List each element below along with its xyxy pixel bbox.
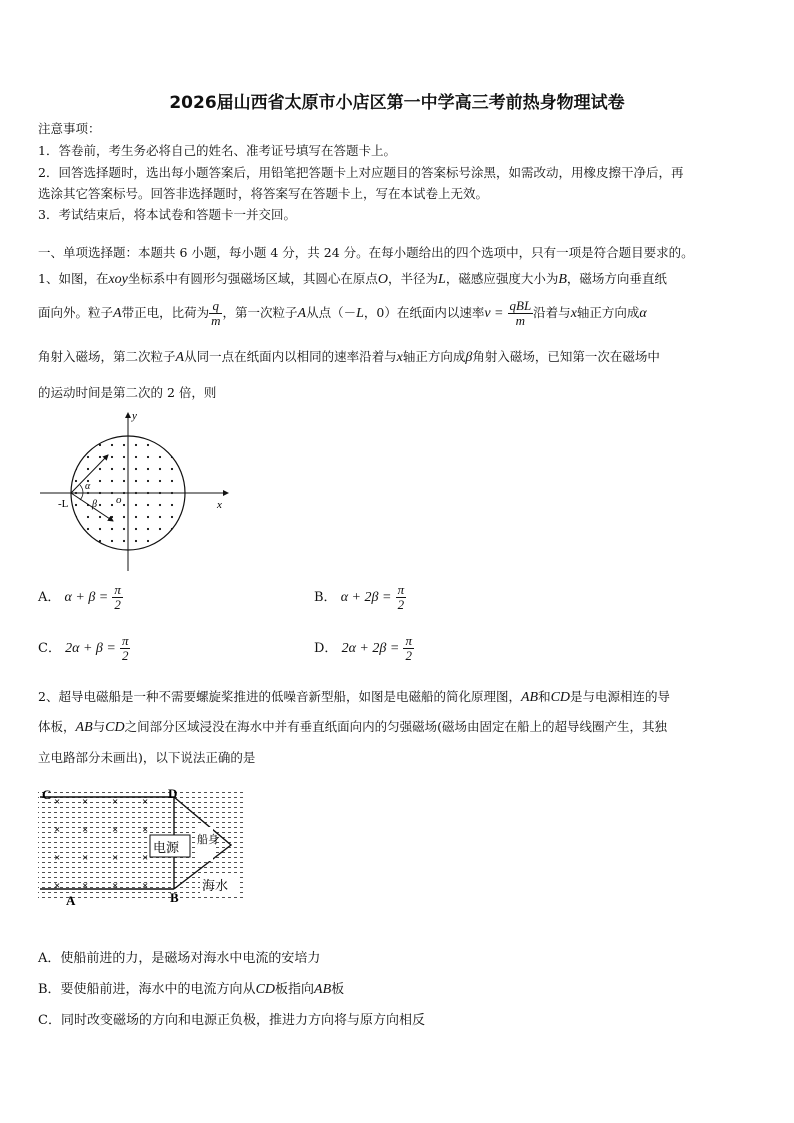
q2-text: B．要使船前进，海水中的电流方向从 bbox=[38, 982, 256, 997]
field-dot bbox=[135, 516, 137, 518]
field-dot bbox=[99, 504, 101, 506]
field-dot bbox=[99, 456, 101, 458]
field-dot bbox=[123, 528, 125, 530]
q1-math-xoy: xoy bbox=[108, 272, 128, 287]
field-dot bbox=[123, 516, 125, 518]
q1-text: 轴正方向成 bbox=[402, 349, 466, 364]
option-expr: 2α + 2β = bbox=[341, 641, 400, 656]
field-dot bbox=[99, 480, 101, 482]
field-cross: × bbox=[82, 796, 89, 808]
field-dot bbox=[123, 540, 125, 542]
field-dot bbox=[147, 516, 149, 518]
option-B[interactable] bbox=[314, 583, 406, 612]
option-fraction bbox=[396, 583, 407, 612]
option-A[interactable] bbox=[38, 583, 123, 612]
q2-option-B[interactable] bbox=[38, 978, 344, 998]
q2-text: 是与电源相连的导 bbox=[570, 689, 671, 704]
field-cross: × bbox=[82, 824, 89, 836]
field-dot bbox=[111, 516, 113, 518]
field-cross: × bbox=[142, 824, 149, 836]
field-cross: × bbox=[112, 852, 119, 864]
field-cross: × bbox=[82, 880, 89, 892]
field-dot bbox=[171, 468, 173, 470]
option-expr: α + 2β = bbox=[340, 590, 392, 605]
field-dot bbox=[159, 468, 161, 470]
option-expr: α + β = bbox=[64, 590, 109, 605]
field-dot bbox=[171, 480, 173, 482]
field-dot bbox=[171, 516, 173, 518]
field-dot bbox=[111, 480, 113, 482]
field-dot bbox=[135, 468, 137, 470]
field-dot bbox=[147, 504, 149, 506]
field-dot bbox=[123, 456, 125, 458]
q1-text: 面向外。粒子 bbox=[38, 305, 114, 320]
field-dot bbox=[87, 516, 89, 518]
q1-text: 带正电，比荷为 bbox=[121, 305, 210, 320]
option-label: D． bbox=[314, 641, 338, 656]
field-dot bbox=[147, 456, 149, 458]
alpha-label: α bbox=[85, 481, 91, 492]
q2-line-1 bbox=[38, 689, 670, 706]
field-dot bbox=[87, 456, 89, 458]
field-dot bbox=[99, 516, 101, 518]
option-label: C． bbox=[38, 641, 61, 656]
q1-math-B: B bbox=[558, 272, 567, 287]
electromagnetic-ship-figure bbox=[36, 785, 248, 907]
field-dot bbox=[147, 468, 149, 470]
q1-line-2 bbox=[38, 299, 647, 328]
notice-item-2: 2．回答选择题时，选出每小题答案后，用铅笔把答题卡上对应题目的答案标号涂黑，如需改动，用橡皮擦干净后，再 bbox=[38, 165, 684, 180]
q1-text: 从同一点在纸面内以相同的速率沿着与 bbox=[184, 349, 397, 364]
q2-text: 体板， bbox=[38, 719, 76, 734]
field-cross: × bbox=[54, 880, 61, 892]
q1-text: ，磁感应强度大小为 bbox=[445, 271, 559, 286]
q1-math-x: x bbox=[396, 350, 403, 365]
q2-option-A[interactable]: A．使船前进的力，是磁场对海水中电流的安培力 bbox=[38, 951, 321, 966]
q2-text: 之间部分区域浸没在海水中并有垂直纸面向内的匀强磁场(磁场由固定在船上的超导线圈产生，其独 bbox=[124, 719, 667, 734]
q1-text: 角射入磁场，已知第一次在磁场中 bbox=[472, 349, 660, 364]
field-cross: × bbox=[54, 796, 61, 808]
q2-option-C[interactable]: C．同时改变磁场的方向和电源正负极，推进力方向将与原方向相反 bbox=[38, 1013, 425, 1028]
field-cross: × bbox=[112, 796, 119, 808]
field-cross: × bbox=[142, 852, 149, 864]
field-dot bbox=[123, 480, 125, 482]
field-dot bbox=[75, 480, 77, 482]
field-dot bbox=[99, 444, 101, 446]
fraction-denominator: 2 bbox=[405, 648, 412, 663]
option-fraction bbox=[403, 634, 414, 663]
q1-line-1 bbox=[38, 271, 667, 288]
field-dot bbox=[159, 456, 161, 458]
q2-text: 和 bbox=[538, 689, 551, 704]
option-label: A． bbox=[38, 590, 61, 605]
field-dot bbox=[75, 528, 77, 530]
field-dot bbox=[147, 528, 149, 530]
q1-math-L: L bbox=[438, 272, 446, 287]
q1-text: 沿着与 bbox=[533, 305, 571, 320]
field-cross: × bbox=[142, 880, 149, 892]
field-cross: × bbox=[142, 796, 149, 808]
field-dot bbox=[171, 444, 173, 446]
option-fraction bbox=[112, 583, 123, 612]
field-dot bbox=[111, 444, 113, 446]
q2-math-CD: CD bbox=[255, 982, 276, 997]
field-cross: × bbox=[54, 852, 61, 864]
q1-text: ，半径为 bbox=[388, 271, 439, 286]
field-dot bbox=[159, 516, 161, 518]
q2-math-AB: AB bbox=[314, 982, 332, 997]
fraction-denominator: m bbox=[515, 313, 526, 328]
q1-text: ，磁场方向垂直纸 bbox=[566, 271, 667, 286]
field-cross: × bbox=[112, 880, 119, 892]
option-label: B． bbox=[314, 590, 337, 605]
notice-item-2-cont: 选涂其它答案标号。回答非选择题时，将答案写在答题卡上，写在本试卷上无效。 bbox=[38, 186, 489, 201]
q1-text: 坐标系中有圆形匀强磁场区域，其圆心在原点 bbox=[127, 271, 378, 286]
q1-text: ，第一次粒子 bbox=[222, 305, 298, 320]
q1-text: 角射入磁场，第二次粒子 bbox=[38, 349, 176, 364]
field-dot bbox=[111, 540, 113, 542]
field-dot bbox=[75, 456, 77, 458]
q1-math-alpha: α bbox=[639, 306, 647, 321]
field-dot bbox=[87, 540, 89, 542]
q2-text: 与 bbox=[92, 719, 106, 734]
field-dot bbox=[87, 444, 89, 446]
field-dot bbox=[75, 504, 77, 506]
field-dot bbox=[159, 528, 161, 530]
power-source-label: 电源 bbox=[153, 841, 180, 856]
field-dot bbox=[123, 444, 125, 446]
q1-math-A: A bbox=[113, 306, 122, 321]
field-cross: × bbox=[112, 824, 119, 836]
label-D: D bbox=[168, 786, 178, 801]
x-axis-label: x bbox=[217, 499, 222, 511]
fraction-numerator: π bbox=[397, 582, 405, 597]
field-dot bbox=[75, 444, 77, 446]
field-dot bbox=[123, 468, 125, 470]
field-dot bbox=[147, 480, 149, 482]
field-cross: × bbox=[82, 852, 89, 864]
q2-text: 板指向 bbox=[275, 982, 315, 997]
field-dot bbox=[111, 468, 113, 470]
q1-line-3 bbox=[38, 349, 660, 366]
field-dot bbox=[159, 480, 161, 482]
notice-item-1: 1．答卷前，考生务必将自己的姓名、准考证号填写在答题卡上。 bbox=[38, 143, 396, 158]
field-dot bbox=[135, 528, 137, 530]
field-dot bbox=[135, 456, 137, 458]
field-dot bbox=[99, 528, 101, 530]
hull-label: 船身 bbox=[197, 833, 219, 846]
label-A: A bbox=[66, 893, 76, 907]
option-fraction bbox=[120, 634, 131, 663]
field-dot bbox=[123, 504, 125, 506]
q2-line-3: 立电路部分未画出)，以下说法正确的是 bbox=[38, 750, 256, 765]
fraction-numerator: π bbox=[405, 633, 412, 648]
q2-math-AB: AB bbox=[520, 690, 539, 705]
field-dot bbox=[111, 456, 113, 458]
origin-label: o bbox=[116, 494, 122, 506]
field-dot bbox=[135, 444, 137, 446]
field-dot bbox=[135, 540, 137, 542]
q1-line-4: 的运动时间是第二次的 2 倍，则 bbox=[38, 385, 217, 400]
fraction-denominator: 2 bbox=[397, 597, 405, 612]
beta-label: β bbox=[92, 499, 97, 510]
field-dot bbox=[111, 528, 113, 530]
field-dot bbox=[99, 468, 101, 470]
fraction-denominator: 2 bbox=[121, 648, 129, 663]
label-C: C bbox=[42, 787, 52, 802]
q1-math-O: O bbox=[377, 272, 389, 287]
q2-text: 板 bbox=[331, 982, 345, 997]
field-dot bbox=[135, 480, 137, 482]
y-axis-label: y bbox=[132, 410, 137, 422]
field-dot bbox=[87, 528, 89, 530]
q2-math-CD: CD bbox=[105, 720, 125, 735]
q2-math-AB: AB bbox=[75, 720, 93, 735]
field-dot bbox=[159, 504, 161, 506]
q1-text: 轴正方向成 bbox=[576, 305, 640, 320]
fraction-numerator: qBL bbox=[509, 298, 532, 313]
notice-item-3: 3．考试结束后，将本试卷和答题卡一并交回。 bbox=[38, 207, 296, 222]
sea-label: 海水 bbox=[202, 879, 229, 894]
field-dot bbox=[87, 468, 89, 470]
page-title: 2026届山西省太原市小店区第一中学高三考前热身物理试卷 bbox=[169, 93, 625, 113]
q1-text: ，0）在纸面内以速率 bbox=[363, 305, 485, 320]
magnetic-field-figure bbox=[36, 405, 236, 575]
field-dot bbox=[111, 504, 113, 506]
q1-math-A: A bbox=[297, 306, 307, 321]
fraction-numerator: q bbox=[209, 299, 222, 314]
q1-math-L: L bbox=[356, 306, 364, 321]
q1-math-v: v = bbox=[484, 306, 504, 321]
field-dot bbox=[147, 444, 149, 446]
field-dot bbox=[171, 504, 173, 506]
fraction-qBL-over-m bbox=[508, 299, 534, 328]
q1-math-A: A bbox=[175, 350, 185, 365]
q2-line-2 bbox=[38, 719, 667, 736]
q1-math-x: x bbox=[570, 306, 577, 321]
option-expr: 2α + β = bbox=[65, 641, 116, 656]
notice-heading: 注意事项： bbox=[38, 121, 101, 136]
q2-text: 2、超导电磁船是一种不需要螺旋桨推进的低噪音新型船，如图是电磁船的简化原理图， bbox=[38, 689, 521, 704]
minus-L-label: -L bbox=[58, 498, 69, 510]
q2-math-CD: CD bbox=[550, 690, 571, 705]
option-D[interactable] bbox=[314, 634, 414, 663]
field-dot bbox=[75, 540, 77, 542]
fraction-q-over-m bbox=[209, 299, 222, 328]
field-dot bbox=[135, 504, 137, 506]
fraction-denominator: m bbox=[211, 313, 221, 328]
field-dot bbox=[171, 540, 173, 542]
fraction-numerator: π bbox=[114, 582, 121, 597]
section-heading: 一、单项选择题：本题共 6 小题，每小题 4 分，共 24 分。在每小题给出的四个选项中，只有一项是符合题目要求的。 bbox=[38, 245, 694, 260]
q1-math-beta: β bbox=[465, 350, 473, 365]
q1-text: 1、如图，在 bbox=[38, 271, 109, 286]
fraction-denominator: 2 bbox=[114, 597, 121, 612]
q1-text: 从点（－ bbox=[306, 305, 357, 320]
field-dot bbox=[147, 540, 149, 542]
label-B: B bbox=[170, 890, 179, 905]
field-dot bbox=[99, 540, 101, 542]
option-C[interactable] bbox=[38, 634, 130, 663]
field-cross: × bbox=[54, 824, 61, 836]
fraction-numerator: π bbox=[121, 633, 129, 648]
